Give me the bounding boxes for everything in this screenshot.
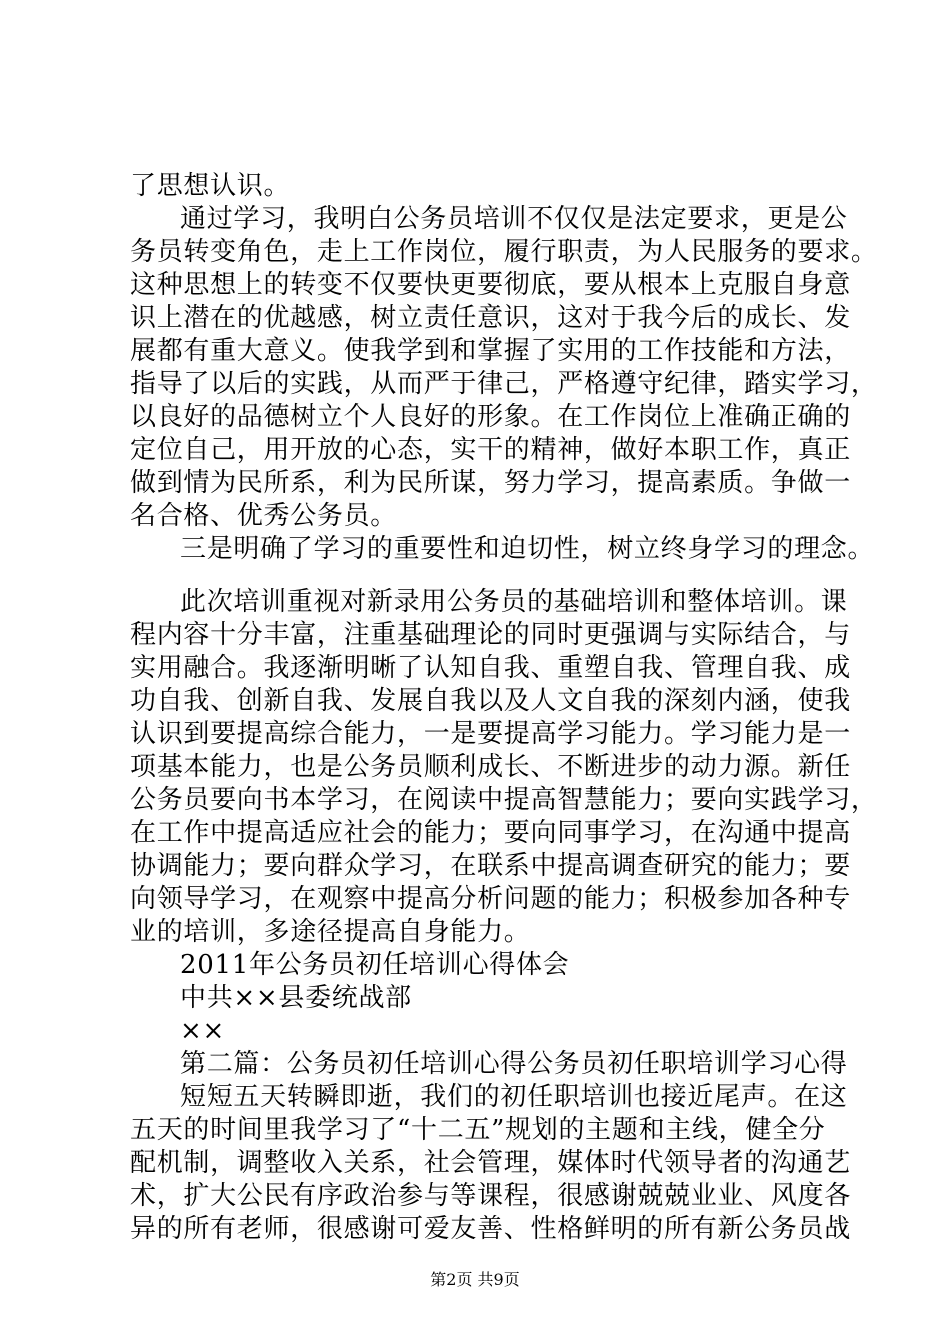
body-line: 通过学习，我明白公务员培训不仅仅是法定要求，更是公 [180, 204, 848, 234]
body-line: 定位自己，用开放的心态，实干的精神，做好本职工作，真正 [130, 435, 851, 465]
body-line: 项基本能力，也是公务员顺利成长、不断进步的动力源。新任 [130, 752, 851, 782]
body-line: 短短五天转瞬即逝，我们的初任职培训也接近尾声。在这 [180, 1082, 848, 1112]
body-line: 展都有重大意义。使我学到和掌握了实用的工作技能和方法， [130, 336, 851, 366]
body-line: 三是明确了学习的重要性和迫切性，树立终身学习的理念。 [180, 534, 875, 564]
body-line: 务员转变角色，走上工作岗位，履行职责，为人民服务的要求。 [130, 237, 878, 267]
body-line: 功自我、创新自我、发展自我以及人文自我的深刻内涵，使我 [130, 686, 851, 716]
body-line: ×× [180, 1016, 225, 1046]
body-line: 术，扩大公民有序政治参与等课程，很感谢兢兢业业、风度各 [130, 1181, 851, 1211]
body-line: 以良好的品德树立个人良好的形象。在工作岗位上准确正确的 [130, 402, 851, 432]
body-line: 2011年公务员初任培训心得体会 [180, 950, 570, 980]
body-line: 中共××县委统战部 [180, 983, 412, 1013]
body-line: 实用融合。我逐渐明晰了认知自我、重塑自我、管理自我、成 [130, 653, 851, 683]
body-line: 名合格、优秀公务员。 [130, 501, 398, 531]
body-line: 这种思想上的转变不仅要快更要彻底，要从根本上克服自身意 [130, 270, 851, 300]
body-line: 程内容十分丰富，注重基础理论的同时更强调与实际结合，与 [130, 620, 851, 650]
body-line: 认识到要提高综合能力，一是要提高学习能力。学习能力是一 [130, 719, 851, 749]
body-line: 在工作中提高适应社会的能力；要向同事学习，在沟通中提高 [130, 818, 851, 848]
body-line: 异的所有老师，很感谢可爱友善、性格鲜明的所有新公务员战 [130, 1214, 851, 1244]
body-line: 指导了以后的实践，从而严于律己，严格遵守纪律，踏实学习， [130, 369, 878, 399]
body-line: 公务员要向书本学习，在阅读中提高智慧能力；要向实践学习， [130, 785, 878, 815]
body-line: 第二篇：公务员初任培训心得公务员初任职培训学习心得 [180, 1049, 848, 1079]
body-line: 五天的时间里我学习了“十二五”规划的主题和主线，健全分 [130, 1115, 826, 1145]
body-line: 了思想认识。 [130, 171, 291, 201]
body-line: 业的培训，多途径提高自身能力。 [130, 917, 531, 947]
body-line: 向领导学习，在观察中提高分析问题的能力；积极参加各种专 [130, 884, 851, 914]
body-line: 协调能力；要向群众学习，在联系中提高调查研究的能力；要 [130, 851, 851, 881]
body-line: 此次培训重视对新录用公务员的基础培训和整体培训。课 [180, 587, 848, 617]
body-line: 做到情为民所系，利为民所谋，努力学习，提高素质。争做一 [130, 468, 851, 498]
body-line: 配机制，调整收入关系，社会管理，媒体时代领导者的沟通艺 [130, 1148, 851, 1178]
body-line: 识上潜在的优越感，树立责任意识，这对于我今后的成长、发 [130, 303, 851, 333]
page-footer: 第2页 共9页 [430, 1270, 520, 1289]
